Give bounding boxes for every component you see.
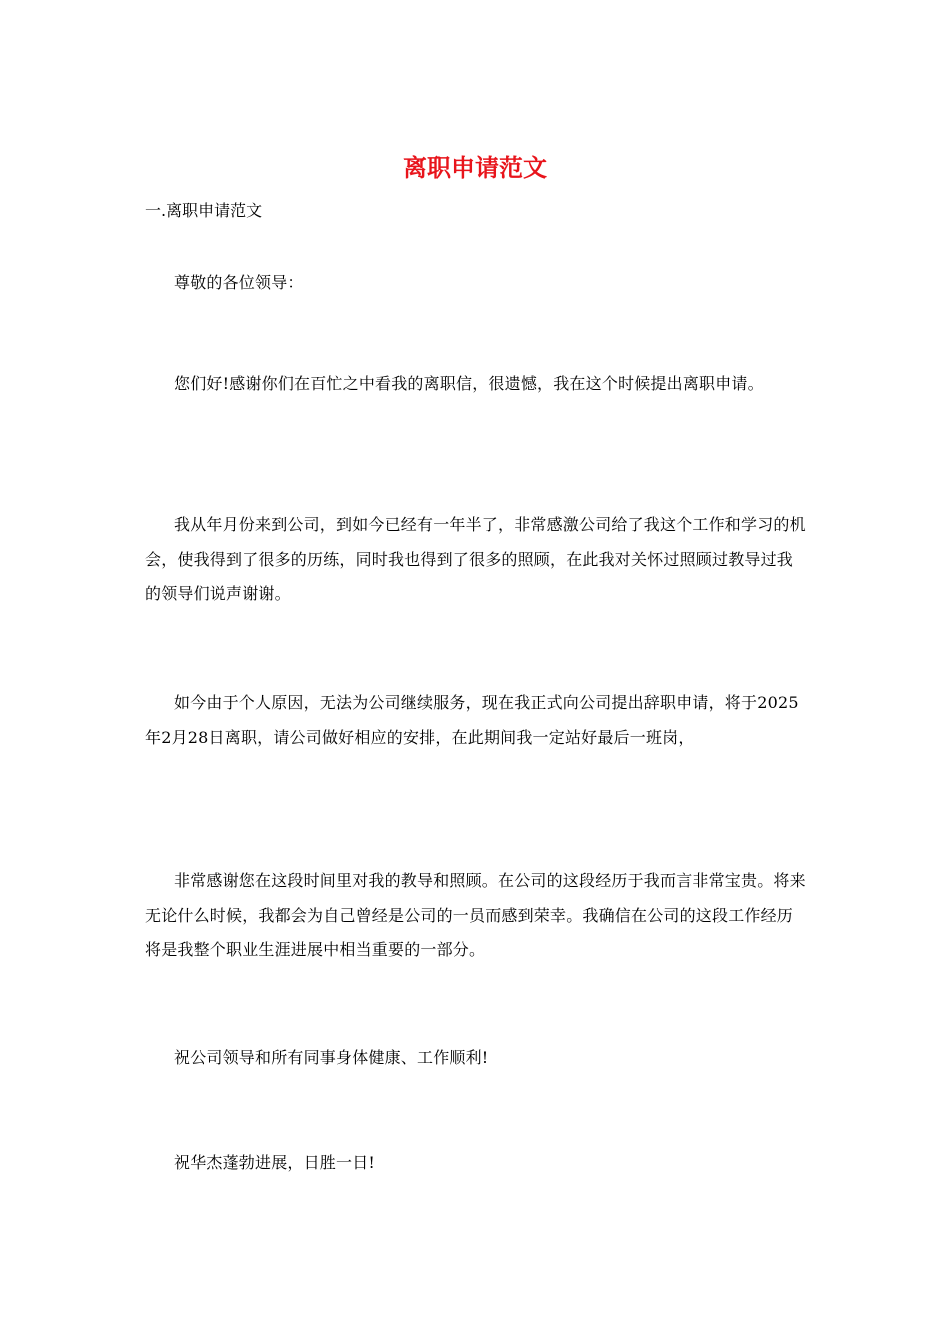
paragraph-gratitude: 我从年月份来到公司，到如今已经有一年半了，非常感激公司给了我这个工作和学习的机会，使我得到了很多的历练，同时我也得到了很多的照顾，在此我对关怀过照顾过教导过我的领导们说声谢谢。	[145, 515, 806, 603]
paragraph-thanks: 非常感谢您在这段时间里对我的教导和照顾。在公司的这段经历于我而言非常宝贵。将来无论什么时候，我都会为自己曾经是公司的一员而感到荣幸。我确信在公司的这段工作经历将是我整个职业生涯进展中相当重要的一部分。	[145, 871, 806, 959]
paragraph-wishes-colleagues: 祝公司领导和所有同事身体健康、工作顺利!	[174, 1048, 489, 1067]
paragraph-greeting: 您们好!感谢你们在百忙之中看我的离职信，很遗憾，我在这个时候提出离职申请。	[174, 374, 764, 393]
document-title: 离职申请范文	[403, 154, 547, 182]
section-heading: 一.离职申请范文	[145, 201, 263, 220]
paragraph-wishes-company: 祝华杰蓬勃进展，日胜一日!	[174, 1153, 376, 1172]
paragraph-resignation: 如今由于个人原因，无法为公司继续服务，现在我正式向公司提出辞职申请，将于2025年2月28日离职，请公司做好相应的安排，在此期间我一定站好最后一班岗，	[145, 693, 799, 747]
salutation: 尊敬的各位领导：	[174, 273, 304, 292]
